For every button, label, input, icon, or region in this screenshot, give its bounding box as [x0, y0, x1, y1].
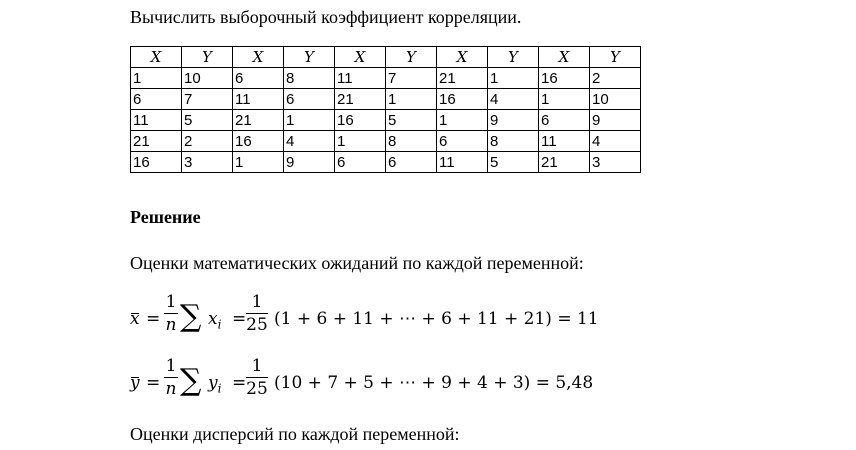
- table-cell: 16: [131, 152, 182, 173]
- table-cell: 1: [335, 131, 386, 152]
- table-cell: 5: [386, 110, 437, 131]
- summand: [208, 373, 221, 395]
- fraction-numerator: 1: [251, 356, 263, 376]
- header-cell: X: [131, 47, 182, 68]
- table-cell: 16: [437, 89, 488, 110]
- table-cell: 1: [539, 89, 590, 110]
- table-cell: 11: [539, 131, 590, 152]
- table-cell: 8: [488, 131, 539, 152]
- table-cell: 2: [590, 68, 641, 89]
- header-cell: X: [335, 47, 386, 68]
- table-cell: 7: [386, 68, 437, 89]
- formula-equals: =: [232, 373, 247, 393]
- table-cell: 5: [488, 152, 539, 173]
- table-cell: 9: [488, 110, 539, 131]
- header-cell: X: [539, 47, 590, 68]
- sum-expression: (10 + 7 + 5 + ⋯ + 9 + 4 + 3) = 5,48: [274, 373, 594, 393]
- sigma-icon: ∑: [180, 299, 202, 334]
- table-cell: 6: [386, 152, 437, 173]
- fraction-one-over-25: [246, 356, 268, 399]
- fraction-bar: [246, 313, 268, 314]
- table-cell: 1: [437, 110, 488, 131]
- table-cell: 6: [335, 152, 386, 173]
- table-cell: 21: [131, 131, 182, 152]
- fraction-bar: [164, 377, 178, 378]
- summand-variable: y: [208, 373, 218, 393]
- table-cell: 21: [437, 68, 488, 89]
- fraction-denominator: n: [165, 315, 177, 335]
- fraction-denominator: n: [165, 379, 177, 399]
- header-cell: X: [437, 47, 488, 68]
- header-cell: Y: [488, 47, 539, 68]
- table-cell: 4: [590, 131, 641, 152]
- fraction-bar: [246, 377, 268, 378]
- table-cell: 4: [488, 89, 539, 110]
- table-row: [131, 68, 641, 89]
- table-cell: 6: [131, 89, 182, 110]
- formula-lhs: [130, 309, 140, 329]
- formula-mean-y: [130, 356, 850, 412]
- summand-index: i: [217, 381, 222, 396]
- table-cell: 21: [335, 89, 386, 110]
- data-table: [130, 46, 641, 173]
- fraction-numerator: 1: [251, 292, 263, 312]
- table-cell: 11: [335, 68, 386, 89]
- table-row: [131, 131, 641, 152]
- table-cell: 1: [386, 89, 437, 110]
- table-cell: 5: [182, 110, 233, 131]
- table-cell: 9: [590, 110, 641, 131]
- table-cell: 11: [437, 152, 488, 173]
- table-cell: 6: [437, 131, 488, 152]
- formula-equals: =: [146, 309, 161, 329]
- fraction-numerator: 1: [165, 356, 177, 376]
- table-cell: 4: [284, 131, 335, 152]
- sigma-icon: ∑: [180, 363, 202, 398]
- table-cell: 1: [488, 68, 539, 89]
- table-cell: 3: [590, 152, 641, 173]
- table-cell: 21: [539, 152, 590, 173]
- table-cell: 11: [233, 89, 284, 110]
- table-cell: 21: [233, 110, 284, 131]
- table-cell: 3: [182, 152, 233, 173]
- mean-symbol: x: [130, 309, 140, 329]
- formula-equals: =: [232, 309, 247, 329]
- table-cell: 16: [335, 110, 386, 131]
- table-cell: 16: [233, 131, 284, 152]
- fraction-bar: [164, 313, 178, 314]
- table-cell: 8: [386, 131, 437, 152]
- formula-lhs: [130, 373, 140, 393]
- table-row: [131, 89, 641, 110]
- table-row: [131, 152, 641, 173]
- table-cell: 1: [233, 152, 284, 173]
- header-cell: Y: [386, 47, 437, 68]
- fraction-denominator: 25: [246, 315, 268, 335]
- fraction-denominator: 25: [246, 379, 268, 399]
- table-cell: 11: [131, 110, 182, 131]
- table-row: [131, 110, 641, 131]
- table-cell: 9: [284, 152, 335, 173]
- summand: [208, 309, 221, 331]
- fraction-one-over-n: [164, 356, 178, 399]
- table-cell: 16: [539, 68, 590, 89]
- task-statement: Вычислить выборочный коэффициент корреляции.: [130, 7, 522, 27]
- table-cell: 1: [131, 68, 182, 89]
- formula-equals: =: [146, 373, 161, 393]
- table-header-row: [131, 47, 641, 68]
- table-cell: 6: [233, 68, 284, 89]
- table-cell: 6: [539, 110, 590, 131]
- summand-index: i: [217, 317, 222, 332]
- table-cell: 6: [284, 89, 335, 110]
- table-cell: 7: [182, 89, 233, 110]
- header-cell: Y: [182, 47, 233, 68]
- header-cell: Y: [590, 47, 641, 68]
- table-cell: 1: [284, 110, 335, 131]
- header-cell: X: [233, 47, 284, 68]
- solution-heading: Решение: [130, 207, 201, 227]
- table-cell: 10: [590, 89, 641, 110]
- sum-expression: (1 + 6 + 11 + ⋯ + 6 + 11 + 21) = 11: [274, 309, 599, 329]
- fraction-one-over-25: [246, 292, 268, 335]
- mean-symbol: y: [130, 373, 140, 393]
- fraction-one-over-n: [164, 292, 178, 335]
- table-cell: 8: [284, 68, 335, 89]
- header-cell: Y: [284, 47, 335, 68]
- fraction-numerator: 1: [165, 292, 177, 312]
- summand-variable: x: [208, 309, 218, 329]
- expectations-paragraph: Оценки математических ожиданий по каждой переменной:: [130, 253, 584, 273]
- formula-mean-x: [130, 292, 850, 348]
- variances-paragraph: Оценки дисперсий по каждой переменной:: [130, 424, 460, 444]
- table-cell: 10: [182, 68, 233, 89]
- table-cell: 2: [182, 131, 233, 152]
